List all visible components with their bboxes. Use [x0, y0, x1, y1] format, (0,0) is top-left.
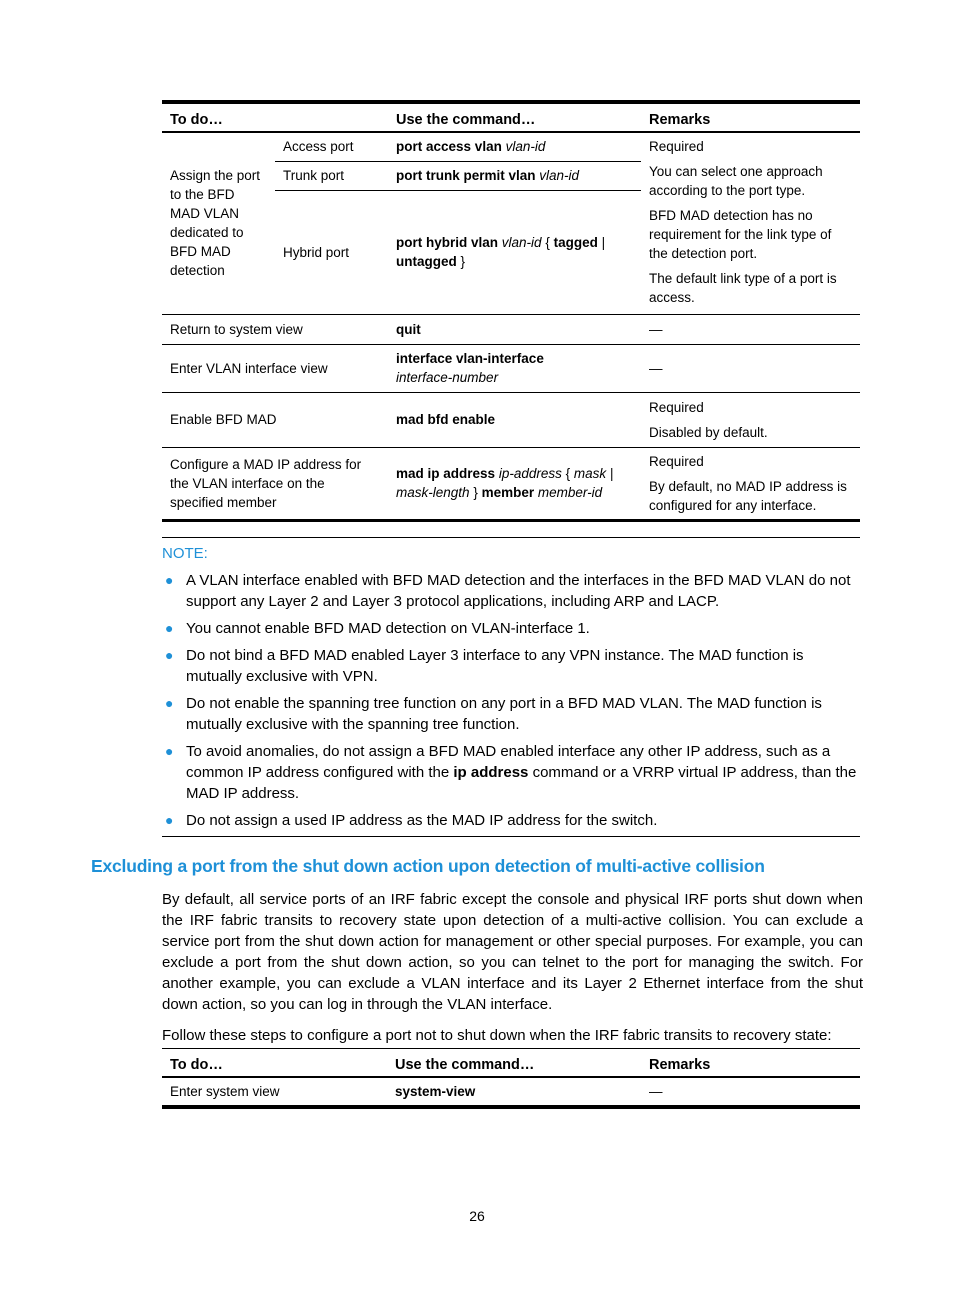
enable-bfd-mad-remarks: Required Disabled by default. — [649, 399, 768, 440]
note-item: ● Do not enable the spanning tree function on any port in a BFD MAD VLAN. The MAD function is mutually exclusive with the spanning tree function. — [165, 695, 822, 733]
hybrid-port-label: Hybrid port — [275, 190, 388, 314]
hybrid-port-command: port hybrid vlan vlan-id { tagged | untagged } — [388, 190, 641, 314]
bullet-icon: ● — [165, 620, 174, 636]
header-command: Use the command… — [396, 112, 536, 128]
bullet-icon: ● — [165, 812, 174, 828]
return-system-view-remark: — — [649, 321, 663, 337]
bullet-icon: ● — [165, 743, 174, 759]
bullet-icon: ● — [165, 695, 174, 711]
assign-remarks: Required You can select one approach according to the port type. BFD MAD detection has no requirement for the link type of the detection port. The default link type of a port is access. — [649, 139, 837, 305]
bullet-icon: ● — [165, 572, 174, 588]
mad-bfd-enable-command: mad bfd enable — [396, 412, 496, 427]
mad-ip-address-remarks: Required By default, no MAD IP address is configured for any interface. — [649, 453, 847, 513]
bullet-icon: ● — [165, 647, 174, 663]
header-remarks: Remarks — [649, 112, 711, 128]
quit-command: quit — [396, 321, 421, 337]
note-box — [162, 537, 860, 837]
note-item: ● A VLAN interface enabled with BFD MAD detection and the interfaces in the BFD MAD VLAN do not support any Layer 2 and Layer 3 protocol applications, including ARP and LACP. — [165, 572, 851, 610]
note-title: NOTE: — [162, 545, 208, 562]
note-item: ● You cannot enable BFD MAD detection on VLAN-interface 1. — [165, 620, 590, 637]
assign-port-label: Assign the port to the BFD MAD VLAN dedicated to BFD MAD detection — [170, 168, 261, 279]
steps-intro: Follow these steps to configure a port not to shut down when the IRF fabric transits to recovery state: — [162, 1027, 832, 1044]
mad-ip-address-command: mad ip address ip-address { mask | mask-length } member member-id — [396, 466, 614, 500]
command-table-bfd-mad — [162, 100, 860, 522]
trunk-port-label: Trunk port — [275, 161, 388, 190]
enter-system-view-label: Enter system view — [170, 1083, 280, 1099]
note-item: ● To avoid anomalies, do not assign a BFD MAD enabled interface any other IP address, such as a common IP address configured with the ip address command or a VRRP virtual IP address, than the MAD IP address. — [165, 743, 857, 802]
trunk-port-command: port trunk permit vlan vlan-id — [388, 161, 641, 190]
vlan-interface-remark: — — [649, 360, 663, 376]
header-todo: To do… — [170, 112, 223, 128]
header-command: Use the command… — [395, 1056, 535, 1073]
note-item: ● Do not assign a used IP address as the MAD IP address for the switch. — [165, 812, 658, 829]
enter-system-view-remark: — — [649, 1083, 663, 1099]
header-todo: To do… — [170, 1056, 223, 1073]
command-table-exclude-port — [162, 1048, 860, 1109]
vlan-interface-command: interface vlan-interface interface-number — [396, 351, 544, 385]
return-system-view-label: Return to system view — [170, 321, 303, 337]
page-number: 26 — [469, 1208, 485, 1224]
section-paragraph: By default, all service ports of an IRF fabric except the console and physical IRF ports shut down when the IRF fabric transits to recovery state upon detection of a multi-active collision. You can exclude a service port from the shut down action for management or other special purposes. For example, you can exclude a port from the shut down action, so you can telnet to the port for managing the switch. For another example, you can exclude a VLAN interface and its Layer 2 Ethernet interface from the shut down action, so you can log in through the VLAN interface. — [162, 891, 863, 1013]
access-port-label: Access port — [283, 139, 354, 155]
note-list — [162, 570, 860, 831]
system-view-command: system-view — [395, 1083, 476, 1099]
note-item: ● Do not bind a BFD MAD enabled Layer 3 interface to any VPN instance. The MAD function is mutually exclusive with VPN. — [165, 647, 804, 685]
vlan-interface-view-label: Enter VLAN interface view — [170, 360, 328, 376]
header-remarks: Remarks — [649, 1056, 711, 1073]
mad-ip-address-label: Configure a MAD IP address for the VLAN interface on the specified member — [170, 456, 362, 510]
access-port-command: port access vlan vlan-id — [396, 139, 546, 155]
section-heading: Excluding a port from the shut down action upon detection of multi-active collision — [91, 856, 765, 876]
enable-bfd-mad-label: Enable BFD MAD — [170, 412, 277, 427]
